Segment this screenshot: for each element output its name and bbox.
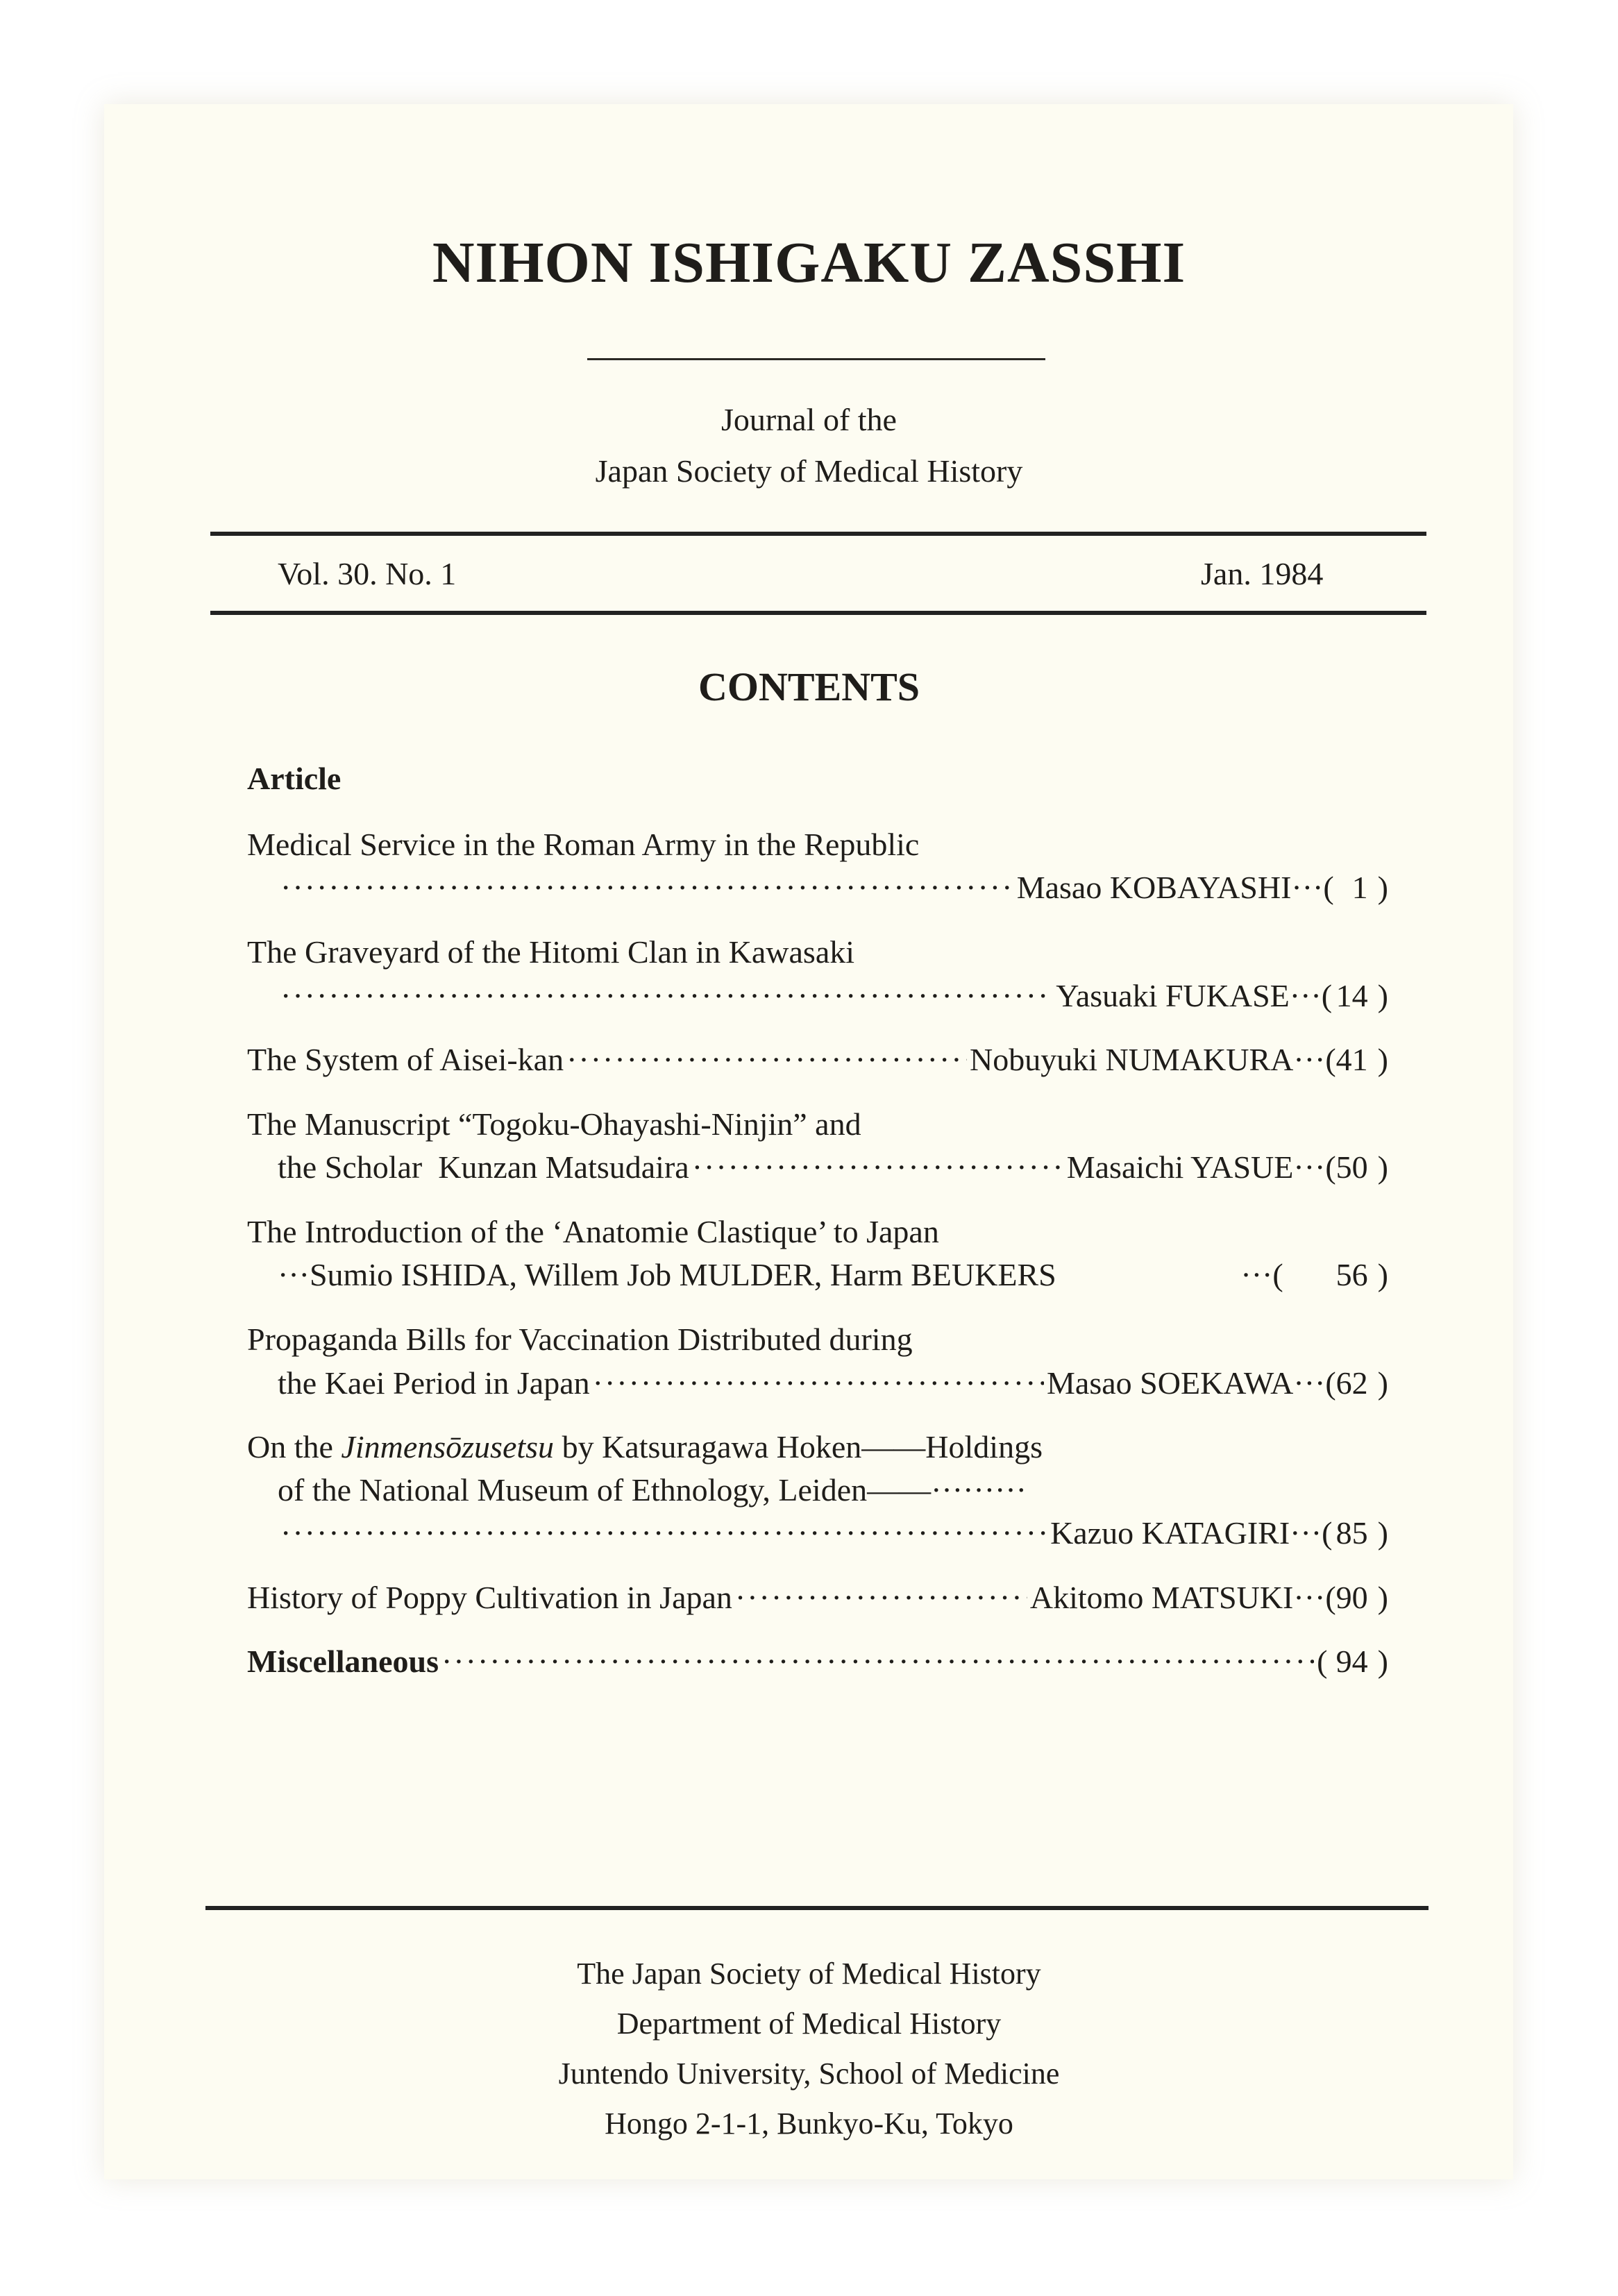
entry-5-title: The Introduction of the ‘Anatomie Clastique’ to Japan: [247, 1214, 939, 1249]
paren-close: ): [1377, 1149, 1388, 1185]
entry-7-title-cont: of the National Museum of Ethnology, Leiden——·········: [278, 1472, 1027, 1508]
journal-subtitle-line2: Japan Society of Medical History: [595, 453, 1023, 489]
entry-6-page: 62: [1335, 1365, 1368, 1401]
paren-open: (: [1325, 1042, 1336, 1077]
footer-line-4: Hongo 2-1-1, Bunkyo-Ku, Tokyo: [605, 2107, 1013, 2141]
entry-5-author: Sumio ISHIDA, Willem Job MULDER, Harm BEUKERS: [309, 1257, 1056, 1292]
leader-dots: [280, 977, 1053, 1014]
title-divider: [587, 358, 1045, 360]
entry-4-title: The Manuscript “Togoku-Ohayashi-Ninjin” and: [247, 1106, 861, 1142]
entry-2-title: The Graveyard of the Hitomi Clan in Kawasaki: [247, 934, 855, 970]
entry-2-author: Yasuaki FUKASE: [1056, 978, 1290, 1013]
journal-subtitle-line1: Journal of the: [721, 402, 897, 437]
journal-title: NIHON ISHIGAKU ZASSHI: [432, 230, 1186, 295]
author-separator: ···: [1289, 978, 1322, 1013]
paren-close: ): [1377, 978, 1388, 1013]
entry-8-page: 90: [1335, 1580, 1368, 1615]
entry-5-page: 56: [1335, 1257, 1368, 1292]
leader-dots: [280, 869, 1014, 906]
entry-7-author: Kazuo KATAGIRI: [1050, 1515, 1290, 1551]
paren-open: (: [1272, 1257, 1283, 1292]
entry-7-page: 85: [1335, 1515, 1368, 1551]
entry-8-author: Akitomo MATSUKI: [1029, 1580, 1294, 1615]
leader-dots: [280, 1514, 1047, 1551]
paren-open: (: [1325, 1580, 1336, 1615]
entry-7-title-prefix: On the: [247, 1429, 342, 1464]
miscellaneous-page: 94: [1335, 1644, 1368, 1679]
contents-heading: CONTENTS: [698, 664, 920, 709]
paren-open: (: [1322, 1515, 1333, 1551]
miscellaneous-label: Miscellaneous: [247, 1644, 439, 1679]
entry-6-title: Propaganda Bills for Vaccination Distributed during: [247, 1322, 913, 1357]
entry-4-author: Masaichi YASUE: [1066, 1149, 1294, 1185]
author-separator: ···: [1293, 1365, 1326, 1401]
paren-close: ): [1377, 1257, 1388, 1292]
entry-7-title: [247, 1428, 1043, 1465]
entry-7-line: [278, 1514, 1388, 1551]
entry-1-page: 1: [1351, 870, 1368, 905]
entry-4-title-cont: the Scholar Kunzan Matsudaira: [278, 1149, 689, 1185]
leader-dots: [593, 1365, 1044, 1401]
entry-1-line: [278, 869, 1388, 906]
paren-open: (: [1325, 1365, 1336, 1401]
footer-rule: [205, 1906, 1429, 1910]
author-separator: ···: [1291, 870, 1324, 905]
entry-5-line: [278, 1256, 1388, 1293]
issue-date: Jan. 1984: [1201, 556, 1324, 591]
leader-dots: [441, 1643, 1314, 1680]
entry-2-page: 14: [1335, 978, 1368, 1013]
leader-dots: [566, 1041, 967, 1078]
entry-8-line: [247, 1579, 1388, 1616]
paren-open: (: [1325, 1149, 1336, 1185]
footer-line-3: Juntendo University, School of Medicine: [558, 2057, 1060, 2091]
entry-3-page: 41: [1335, 1042, 1368, 1077]
entry-6-author: Masao SOEKAWA: [1047, 1365, 1294, 1401]
entry-2-line: [278, 977, 1388, 1014]
author-separator: ···: [278, 1257, 310, 1292]
entry-7-title-suffix: by Katsuragawa Hoken——Holdings: [554, 1429, 1043, 1464]
paren-open: (: [1321, 978, 1333, 1013]
paren-close: ): [1377, 1580, 1388, 1615]
author-separator: ···: [1290, 1515, 1322, 1551]
paren-close: ): [1377, 1644, 1388, 1679]
leader-dots: [692, 1149, 1064, 1185]
paren-open: (: [1323, 870, 1334, 905]
footer-line-1: The Japan Society of Medical History: [577, 1957, 1041, 1991]
author-separator: ···: [1293, 1042, 1326, 1077]
entry-1-title: Medical Service in the Roman Army in the Republic: [247, 827, 920, 862]
entry-7-title-italic: Jinmensōzusetsu: [341, 1429, 555, 1464]
volume-rule-bottom: [210, 611, 1426, 615]
entry-3-author: Nobuyuki NUMAKURA: [969, 1042, 1294, 1077]
entry-6-line: [278, 1365, 1388, 1401]
paren-close: ): [1377, 1042, 1388, 1077]
footer-line-2: Department of Medical History: [616, 2007, 1002, 2041]
leader-dots: [735, 1579, 1027, 1616]
entry-3-line: [247, 1041, 1388, 1078]
paren-close: ): [1377, 1515, 1388, 1551]
section-label-article: Article: [247, 761, 342, 796]
paren-close: ): [1377, 1365, 1388, 1401]
entry-8-title: History of Poppy Cultivation in Japan: [247, 1580, 732, 1615]
volume-rule-top: [210, 532, 1426, 536]
entry-4-line: [278, 1149, 1388, 1185]
paren-close: ): [1377, 870, 1388, 905]
entry-1-author: Masao KOBAYASHI: [1016, 870, 1292, 905]
entry-6-title-cont: the Kaei Period in Japan: [278, 1365, 590, 1401]
author-separator: ···: [1293, 1580, 1326, 1615]
author-separator: ···: [1293, 1149, 1326, 1185]
author-separator: ···: [1240, 1257, 1273, 1292]
entry-3-title: The System of Aisei-kan: [247, 1042, 564, 1077]
miscellaneous-line: [247, 1643, 1388, 1680]
paren-open: (: [1317, 1644, 1328, 1679]
volume-number: Vol. 30. No. 1: [278, 556, 457, 591]
entry-4-page: 50: [1335, 1149, 1368, 1185]
